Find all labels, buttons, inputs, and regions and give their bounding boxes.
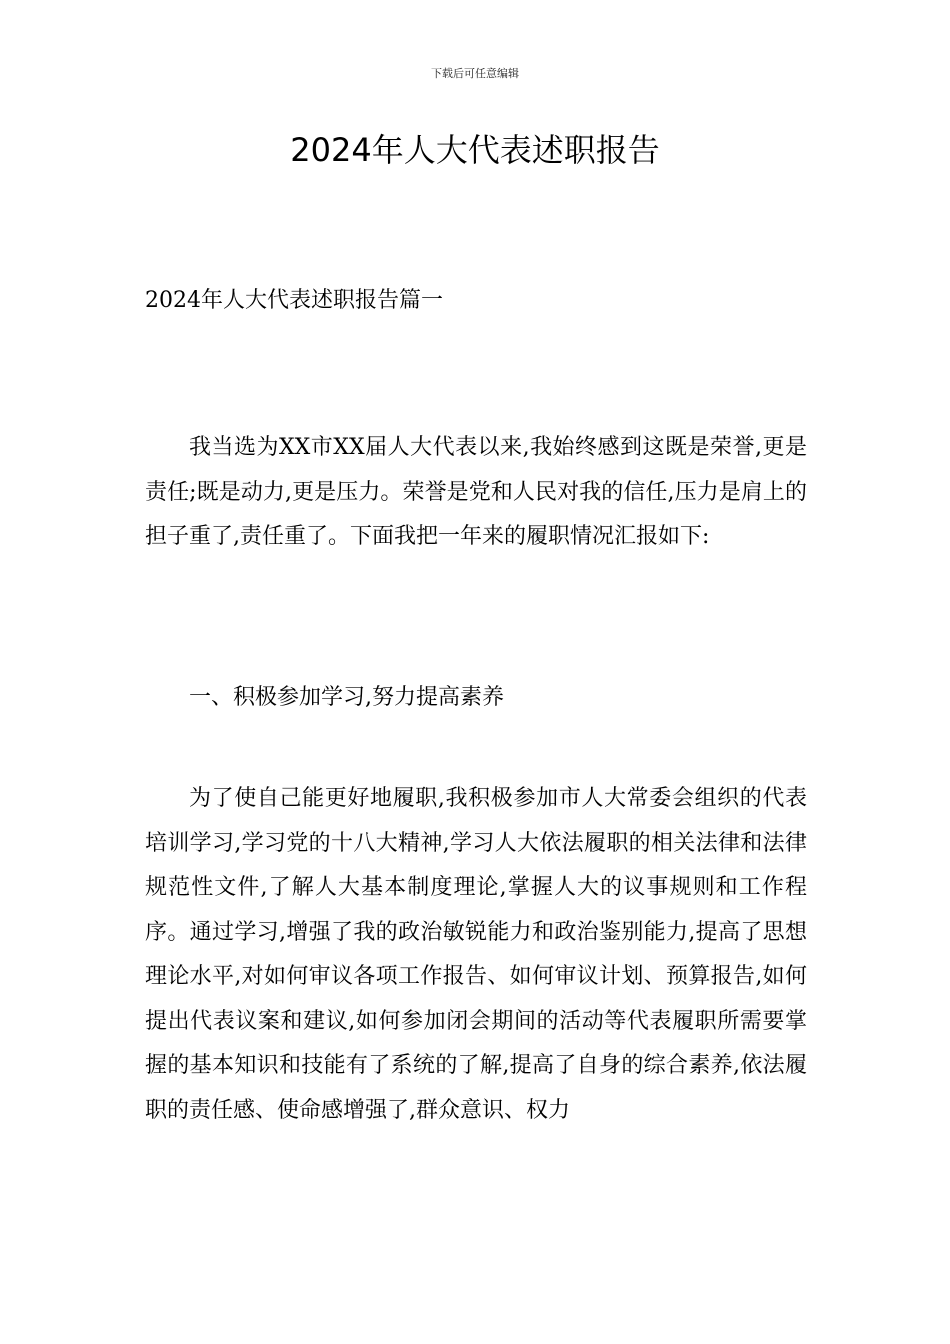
page-header-note: 下载后可任意编辑: [431, 67, 519, 80]
paragraph-study: 为了使自己能更好地履职,我积极参加市人大常委会组织的代表培训学习,学习党的十八大精神,学习人大依法履职的相关法律和法律规范性文件,了解人大基本制度理论,掌握人大的议事规则和工作程序。通过学习,增强了我的政治敏锐能力和政治鉴别能力,提高了思想理论水平,对如何审议各项工作报告、如何审议计划、预算报告,如何提出代表议案和建议,如何参加闭会期间的活动等代表履职所需要掌握的基本知识和技能有了系统的了解,提高了自身的综合素养,依法履职的责任感、使命感增强了,群众意识、权力: [145, 786, 807, 1123]
paragraph-intro: 我当选为XX市XX届人大代表以来,我始终感到这既是荣誉,更是责任;既是动力,更是压力。荣誉是党和人民对我的信任,压力是肩上的担子重了,责任重了。下面我把一年来的履职情况汇报如下:: [145, 435, 807, 549]
section-heading-1: 一、积极参加学习,努力提高素养: [189, 685, 504, 710]
document-subtitle: 2024年人大代表述职报告篇一: [145, 288, 443, 313]
document-title: 2024年人大代表述职报告: [290, 131, 660, 169]
